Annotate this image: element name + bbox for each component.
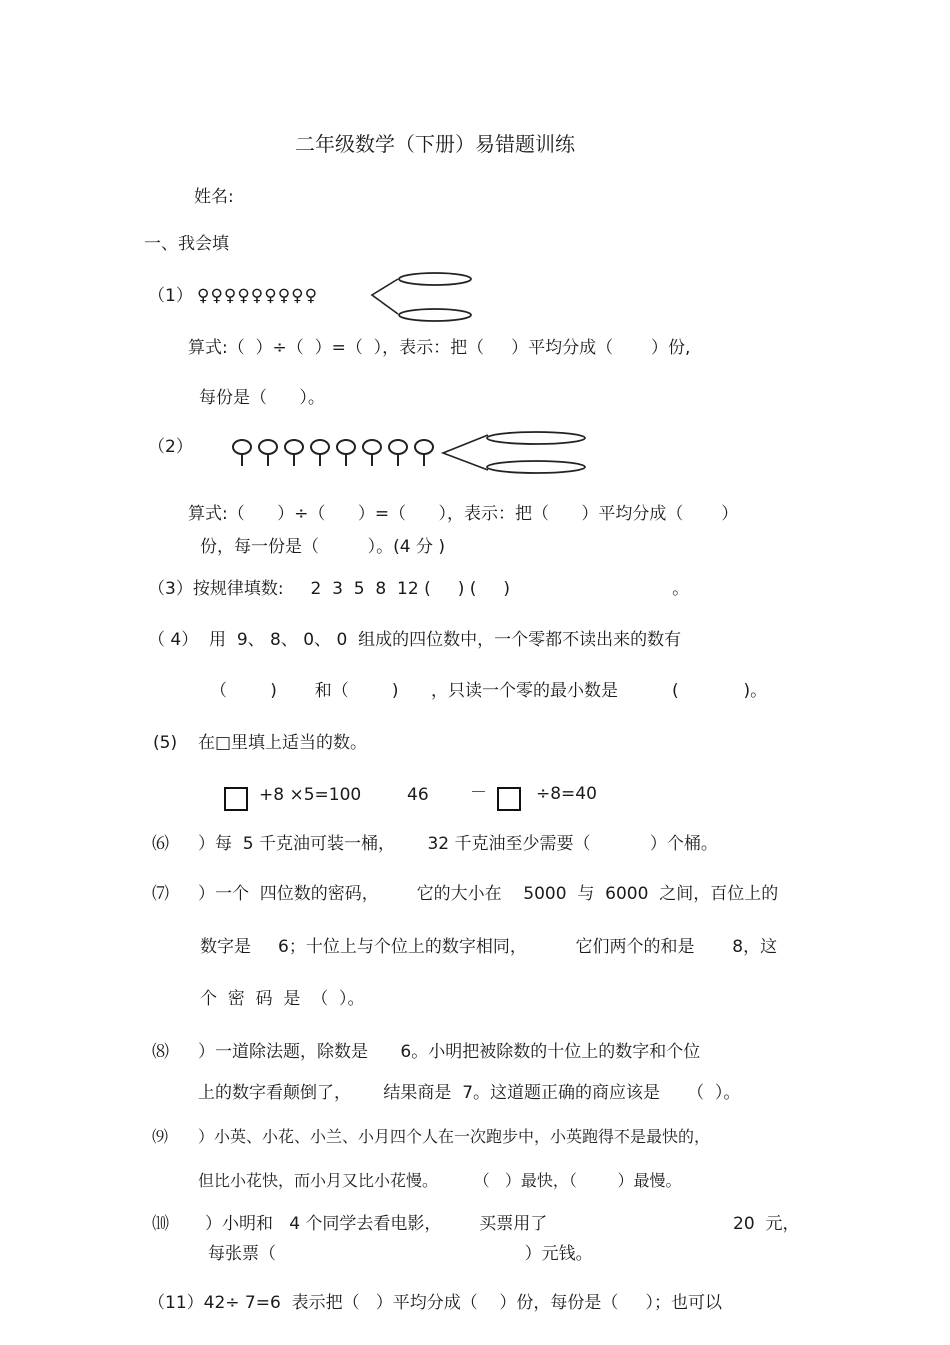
q1-line2: 每份是（ ）。 [199, 388, 325, 408]
q9-line1: ）小英、小花、小兰、小月四个人在一次跑步中，小英跑得不是最快的， [198, 1127, 711, 1146]
q5-eq2-minus: － [470, 783, 487, 803]
section-heading: 一、我会填 [144, 234, 229, 254]
q2-lollipop-figures [230, 438, 440, 470]
q8-number: ⑻ [152, 1042, 169, 1062]
q8-line1: ）一道除法题，除数是 6。小明把被除数的十位上的数字和个位 [198, 1042, 701, 1062]
q5-eq2-left: 46 [407, 785, 429, 805]
q4-line2: （ ) 和（ ) ，只读一个零的最小数是 ( )。 [210, 681, 768, 701]
name-label: 姓名: [194, 187, 234, 207]
q4-line1: （ 4） 用 9、 8、 0、 0 组成的四位数中，一个零都不读出来的数有 [148, 630, 682, 650]
q9-number: ⑼ [152, 1127, 169, 1146]
q7-line3: 个 密 码 是 （ ）。 [200, 989, 365, 1009]
q5-answer-box-1[interactable] [224, 787, 248, 811]
q8-line2: 上的数字看颠倒了， 结果商是 7。这道题正确的商应该是 （ ）。 [198, 1083, 741, 1103]
q10-line1: ）小明和 4 个同学去看电影， 买票用了 [205, 1214, 548, 1234]
q2-label: （2） [148, 437, 193, 457]
q2-line1: 算式:（ ）÷（ ）=（ ），表示：把（ ）平均分成（ ） [188, 504, 739, 524]
q7-line2: 数字是 6；十位上与个位上的数字相同， 它们两个的和是 8，这 [200, 937, 778, 957]
q1-figures: ♀♀♀♀♀♀♀♀♀ [197, 286, 319, 306]
q1-label: （1） [148, 286, 193, 306]
q10-line2: 每张票（ ）元钱。 [208, 1244, 593, 1264]
q7-line1: ）一个 四位数的密码， 它的大小在 5000 与 6000 之间，百位上的 [198, 884, 779, 904]
q6-text: ）每 5 千克油可装一桶， 32 千克油至少需要（ ）个桶。 [198, 834, 718, 854]
q1-split-diagram [370, 270, 480, 325]
q9-line2: 但比小花快，而小月又比小花慢。 （ ）最快，（ ）最慢。 [198, 1171, 682, 1190]
q1-line1: 算式:（ ）÷（ ）=（ ），表示：把（ ）平均分成（ ）份, [188, 338, 691, 358]
q7-number: ⑺ [152, 884, 169, 904]
q2-line2: 份，每一份是（ ）。(4 分 ) [200, 537, 446, 557]
q2-split-diagram [440, 430, 590, 478]
q6-number: ⑹ [152, 834, 169, 854]
q10-number: ⑽ [152, 1214, 169, 1234]
page-title: 二年级数学（下册）易错题训练 [295, 132, 575, 156]
q5-answer-box-2[interactable] [497, 787, 521, 811]
q3-text: （3）按规律填数: 2 3 5 8 12 ( ) ( ) 。 [148, 579, 690, 599]
q5-text: 在□里填上适当的数。 [198, 733, 368, 753]
q5-equation-2: ÷8=40 [536, 784, 597, 804]
q5-equation-1: +8 ×5=100 [259, 785, 362, 805]
q11-text: （11）42÷ 7=6 表示把（ ）平均分成（ ）份，每份是（ ）；也可以 [148, 1293, 722, 1313]
q5-label: (5) [153, 733, 178, 753]
q10-amount: 20 元， [733, 1214, 800, 1234]
